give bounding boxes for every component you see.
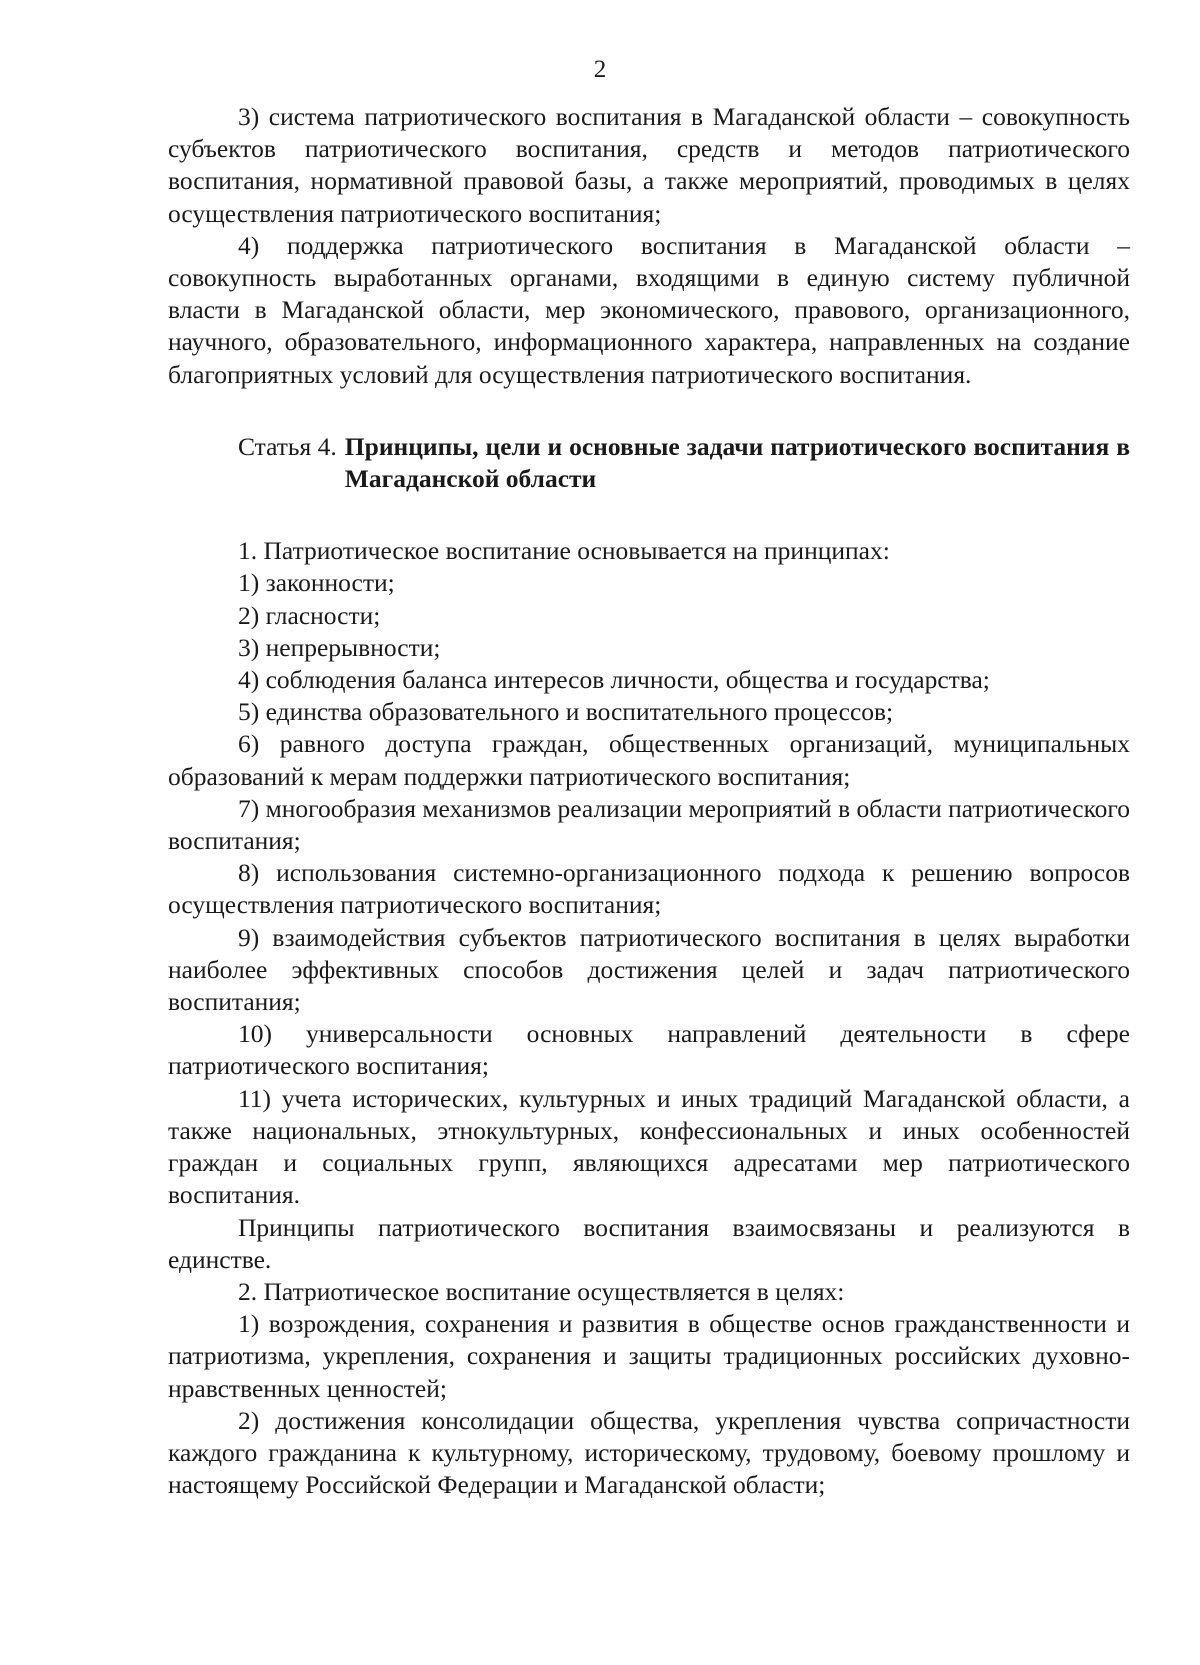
article-body (168, 535, 1130, 1501)
article-number: Статья 4. (238, 431, 337, 461)
article-paragraph: 1. Патриотическое воспитание основывается на принципах: (238, 536, 890, 566)
definitions-section (168, 101, 1130, 391)
principle-item: 1) законности; (238, 568, 395, 598)
principle-item: 6) равного доступа граждан, общественных организаций, муниципальных образований к мерам поддержки патриотического воспитания; (168, 729, 1130, 791)
article-paragraph: 2. Патриотическое воспитание осуществляется в целях: (238, 1276, 845, 1306)
goal-item: 2) достижения консолидации общества, укрепления чувства сопричастности каждого гражданина к культурному, историческому, трудовому, боевому прошлому и настоящему Российской Федерации и Магаданской области; (168, 1405, 1130, 1500)
definition-item: 3) система патриотического воспитания в Магаданской области – совокупность субъектов патриотического воспитания, средств и методов патриотического воспитания, нормативной правовой базы, а также мероприятий, проводимых в целях осуществления патриотического воспитания; (168, 102, 1130, 228)
document-body (168, 101, 1130, 1501)
principle-item: 2) гласности; (238, 600, 381, 630)
principle-item: 9) взаимодействия субъектов патриотического воспитания в целях выработки наиболее эффективных способов достижения целей и задач патриотического воспитания; (168, 922, 1130, 1017)
principle-item: 10) универсальности основных направлений деятельности в сфере патриотического воспитания; (168, 1019, 1130, 1081)
goal-item: 1) возрождения, сохранения и развития в обществе основ гражданственности и патриотизма, укрепления, сохранения и защиты традиционных российских духовно-нравственных ценностей; (168, 1309, 1130, 1403)
principle-item: 4) соблюдения баланса интересов личности, общества и государства; (238, 665, 990, 695)
principle-item: 7) многообразия механизмов реализации мероприятий в области патриотического воспитания; (168, 793, 1130, 856)
article-title: Принципы, цели и основные задачи патриотического воспитания в Магаданской области (344, 431, 1130, 494)
principle-item: 3) непрерывности; (238, 632, 441, 662)
page-number: 2 (593, 56, 607, 83)
principle-item: 5) единства образовательного и воспитательного процессов; (238, 697, 894, 727)
article-heading (238, 431, 1130, 495)
definition-item: 4) поддержка патриотического воспитания в Магаданской области – совокупность выработанных органами, входящими в единую систему публичной власти в Магаданской области, мер экономического, правового, организационного, научного, образовательного, информационного характера, направленных на создание благоприятных условий для осуществления патриотического воспитания. (168, 230, 1130, 389)
principle-item: 11) учета исторических, культурных и иных традиций Магаданской области, а также национальных, этнокультурных, конфессиональных и иных особенностей граждан и социальных групп, являющихся адресатами мер патриотического воспитания. (168, 1083, 1130, 1210)
principle-item: 8) использования системно-организационного подхода к решению вопросов осуществления патриотического воспитания; (168, 858, 1130, 920)
article-paragraph: Принципы патриотического воспитания взаимосвязаны и реализуются в единстве. (168, 1212, 1130, 1274)
